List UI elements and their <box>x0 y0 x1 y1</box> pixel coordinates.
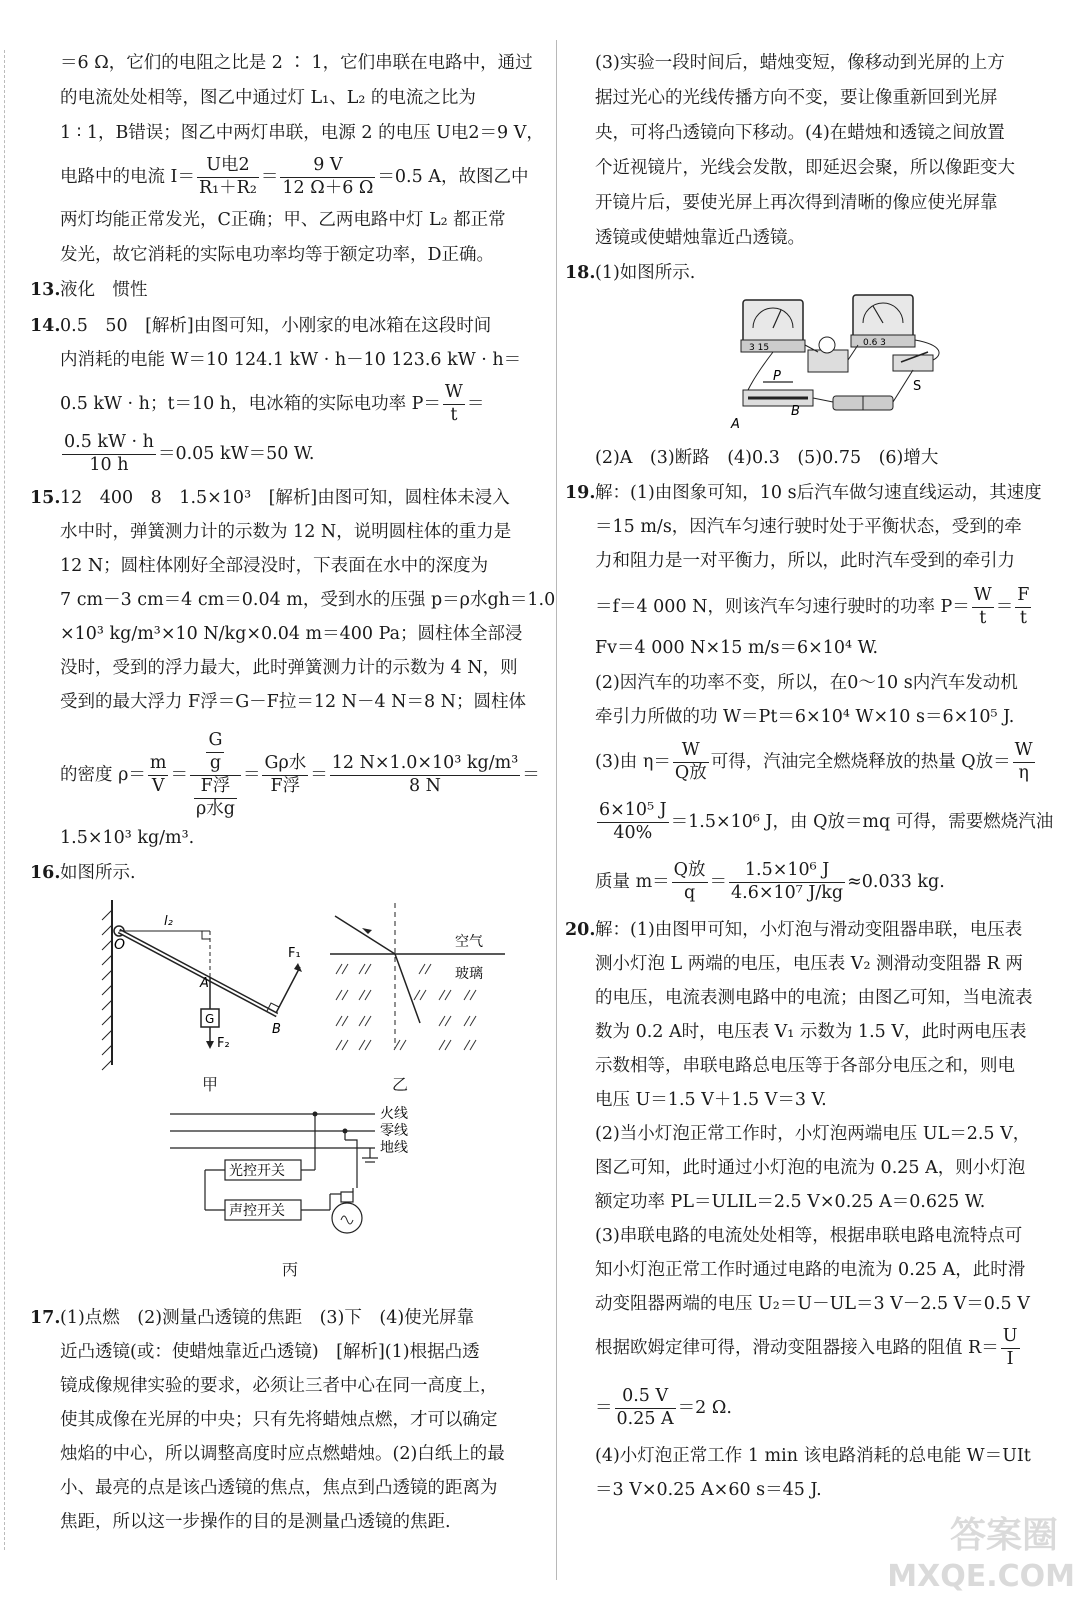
meter1-label: 3 15 <box>749 343 770 353</box>
power-equation: 0.5 kW · h；t＝10 h，电冰箱的实际电功率 P＝ $\frac{W}{t}$ ＝ <box>60 382 485 425</box>
text-line: ＝6 Ω，它们的电阻之比是 2 ∶ 1，它们串联在电路中，通过 <box>60 53 533 73</box>
text-line: 镜成像规律实验的要求，必须让三者中心在同一高度上， <box>60 1376 498 1396</box>
figure-caption-yi: 乙 <box>392 1075 409 1094</box>
lever-b-label: B <box>272 1022 281 1037</box>
watermark-url: MXQE.COM <box>887 1559 1075 1594</box>
text-line: 牵引力所做的功 W＝Pt＝6×10⁴ W×10 s＝6×10⁵ J. <box>595 707 1015 727</box>
text-line: 动变阻器两端的电压 U₂＝U－UL＝3 V－2.5 V＝0.5 V <box>595 1294 1030 1314</box>
question-number: 13. <box>30 280 61 300</box>
text-line: 图乙可知，此时通过小灯泡的电流为 0.25 A，则小灯泡 <box>595 1158 1026 1178</box>
glass-label: 玻璃 <box>455 966 483 982</box>
text-line: 示数相等，串联电路总电压等于各部分电压之和，则电 <box>595 1056 1015 1076</box>
resistance-result: ＝ $\frac{0.5 V}{0.25 A}$ ＝2 Ω. <box>595 1386 732 1429</box>
text-line: 受到的最大浮力 F浮＝G－F拉＝12 N－4 N＝8 N；圆柱体 <box>60 692 526 712</box>
question-number: 20. <box>565 920 596 940</box>
sound-switch-label: 声控开关 <box>229 1203 285 1219</box>
text-line: 没时，受到的浮力最大，此时弹簧测力计的示数为 4 N，则 <box>60 658 518 678</box>
text-line: 透镜或使蜡烛靠近凸透镜。 <box>595 228 805 248</box>
text-line: 的电流处处相等，图乙中通过灯 L₁、L₂ 的电流之比为 <box>60 88 476 108</box>
text-line: 个近视镜片，光线会发散，即延迟会聚，所以像距变大 <box>595 158 1015 178</box>
lever-f1-label: F₁ <box>288 946 301 961</box>
text-line: 1.5×10³ kg/m³. <box>60 828 195 848</box>
experiment-apparatus-figure <box>723 290 973 440</box>
meter2-label: 0.6 3 <box>863 338 886 348</box>
text-line: 小、最亮的点是该凸透镜的焦点，焦点到凸透镜的距离为 <box>60 1478 498 1498</box>
text-line: (3)实验一段时间后，蜡烛变短，像移动到光屏的上方 <box>595 53 1005 73</box>
text-line: (2)当小灯泡正常工作时，小灯泡两端电压 UL＝2.5 V， <box>595 1124 1031 1144</box>
text-line: 烛焰的中心，所以调整高度时应点燃蜡烛。(2)白纸上的最 <box>60 1444 505 1464</box>
text-line: 1 ∶ 1，B错误；图乙中两灯串联，电源 2 的电压 U电2＝9 V， <box>60 123 544 143</box>
ohm-equation: 根据欧姆定律可得，滑动变阻器接入电路的阻值 R＝ $\frac{U}{I}$ <box>595 1326 1018 1369</box>
text-line: 如图所示. <box>60 863 136 883</box>
text-line: 焦距，所以这一步操作的目的是测量凸透镜的焦距. <box>60 1512 451 1532</box>
light-switch-label: 光控开关 <box>229 1163 285 1179</box>
text-line: 数为 0.2 A时，电压表 V₁ 示数为 1.5 V，此时两电压表 <box>595 1022 1027 1042</box>
text-line: (1)点燃 (2)测量凸透镜的焦距 (3)下 (4)使光屏靠 <box>60 1308 475 1328</box>
text-line: 央，可将凸透镜向下移动。(4)在蜡烛和透镜之间放置 <box>595 123 1005 143</box>
text-line: ＝15 m/s，因汽车匀速行驶时处于平衡状态，受到的牵 <box>595 517 1022 537</box>
text-line: 测小灯泡 L 两端的电压，电压表 V₂ 测滑动变阻器 R 两 <box>595 954 1023 974</box>
neutral-wire-label: 零线 <box>380 1123 408 1139</box>
text-line: (2)A (3)断路 (4)0.3 (5)0.75 (6)增大 <box>595 448 939 468</box>
text-line: 的电压，电流表测电路中的电流；由图乙可知，当电流表 <box>595 988 1033 1008</box>
figure-caption-jia: 甲 <box>202 1075 219 1094</box>
text-line: 12 N；圆柱体刚好全部浸没时，下表面在水中的深度为 <box>60 556 489 576</box>
text-line: ×10³ kg/m³×10 N/kg×0.04 m＝400 Pa；圆柱体全部浸 <box>60 624 523 644</box>
heat-equation: $\frac{\text{6×10⁵ J}}{40\%}$ ＝1.5×10⁶ J，由 Q放＝mq 可得，需要燃烧汽油 <box>599 800 1054 843</box>
switch-s-label: S <box>913 379 922 394</box>
question-number: 19. <box>565 483 596 503</box>
live-wire-label: 火线 <box>380 1106 408 1122</box>
lever-l2-label: l₂ <box>164 914 173 929</box>
switch-circuit-figure <box>165 1100 445 1250</box>
air-label: 空气 <box>455 934 483 950</box>
question-number: 17. <box>30 1308 61 1328</box>
text-line: ＝3 V×0.25 A×60 s＝45 J. <box>595 1480 822 1500</box>
text-line: 12 400 8 1.5×10³ [解析]由图可知，圆柱体未浸入 <box>60 488 510 508</box>
answer-13: 液化 惯性 <box>60 280 148 300</box>
text-line: Fv＝4 000 N×15 m/s＝6×10⁴ W. <box>595 638 879 658</box>
text-line: (3)串联电路的电流处处相等，根据串联电路电流特点可 <box>595 1226 1023 1246</box>
mass-equation: 质量 m＝ $\frac{\text{Q放}}{q}$ ＝ $\frac{\text{1.5×10⁶ J}}{\text{4.6×10⁷ J/kg}}$ ≈0.033 kg. <box>595 860 945 903</box>
text-line: 发光，故它消耗的实际电功率均等于额定功率，D正确。 <box>60 245 495 265</box>
text-line: 据过光心的光线传播方向不变，要让像重新回到光屏 <box>595 88 998 108</box>
lever-f2-label: F₂ <box>217 1036 230 1051</box>
watermark-logo <box>887 1510 1083 1600</box>
question-number: 16. <box>30 863 61 883</box>
text-line: 使其成像在光屏的中央；只有先将蜡烛点燃，才可以确定 <box>60 1410 498 1430</box>
text-line: 额定功率 PL＝ULIL＝2.5 V×0.25 A＝0.625 W. <box>595 1192 986 1212</box>
refraction-figure <box>320 898 510 1058</box>
efficiency-equation: (3)由 η＝ $\frac{W}{\text{Q放}}$ 可得，汽油完全燃烧释放的热量 Q放＝ $\frac{W}{\eta}$ <box>595 740 1033 783</box>
question-number: 14. <box>30 316 61 336</box>
text-line: 解：(1)由图象可知，10 s后汽车做匀速直线运动，其速度 <box>595 483 1042 503</box>
earth-wire-label: 地线 <box>380 1140 408 1156</box>
lever-a-label: A <box>200 976 209 991</box>
lever-figure <box>92 895 302 1075</box>
text-line: 知小灯泡正常工作时通过电路的电流为 0.25 A，此时滑 <box>595 1260 1026 1280</box>
lever-o-label: O <box>114 937 126 953</box>
text-line: 电压 U＝1.5 V＋1.5 V＝3 V. <box>595 1090 827 1110</box>
density-equation: 的密度 ρ＝ $\frac{m}{V}$ ＝ $\frac{\frac{G}{g}}{\frac{\text{F浮}}{\text{ρ水g}}}$ ＝ $\frac{\text{Gρ水}}{\text{F浮}}$ ＝ $\frac{\text{12 N×1.0×10³ kg/m³}}{8 N}$ ＝ <box>60 730 540 819</box>
figure-caption-bing: 丙 <box>282 1260 299 1279</box>
question-number: 18. <box>565 263 596 283</box>
text-line: 两灯均能正常发光，C正确；甲、乙两电路中灯 L₂ 都正常 <box>60 210 506 230</box>
rheostat-b-label: B <box>791 404 800 419</box>
left-margin-dash <box>4 50 5 1550</box>
text-line: 力和阻力是一对平衡力，所以，此时汽车受到的牵引力 <box>595 551 1015 571</box>
text-line: 7 cm－3 cm＝4 cm＝0.04 m，受到水的压强 p＝ρ水gh＝1.0 <box>60 590 556 610</box>
text-line: 0.5 50 [解析]由图可知，小刚家的电冰箱在这段时间 <box>60 316 492 336</box>
current-equation: 电路中的电流 I＝ $\frac{\text{U电2}}{\text{R₁＋R₂}}$ ＝ $\frac{9 V}{12 \Omega+6 \Omega}$ ＝0.5 A，故图乙中 <box>60 155 529 198</box>
text-line: 水中时，弹簧测力计的示数为 12 N，说明圆柱体的重力是 <box>60 522 512 542</box>
text-line: 解：(1)由图甲可知，小灯泡与滑动变阻器串联，电压表 <box>595 920 1023 940</box>
text-line: (2)因汽车的功率不变，所以，在0～10 s内汽车发动机 <box>595 673 1018 693</box>
rheostat-a-label: A <box>731 417 740 432</box>
text-line: 内消耗的电能 W＝10 124.1 kW · h－10 123.6 kW · h＝ <box>60 350 522 370</box>
watermark-text: 答案圈 <box>949 1515 1058 1556</box>
rheostat-p-label: P <box>773 369 781 384</box>
column-divider <box>556 40 557 1580</box>
power-result: $\frac{0.5 kW \cdot h}{10 h}$ ＝0.05 kW＝50 W. <box>64 432 315 475</box>
text-line: (1)如图所示. <box>595 263 696 283</box>
text-line: (4)小灯泡正常工作 1 min 该电路消耗的总电能 W＝UIt <box>595 1446 1031 1466</box>
text-line: 开镜片后，要使光屏上再次得到清晰的像应使光屏靠 <box>595 193 998 213</box>
car-power-equation: ＝f＝4 000 N，则该汽车匀速行驶时的功率 P＝ $\frac{W}{t}$ ＝ $\frac{F}{t}$ <box>595 585 1030 628</box>
text-line: 近凸透镜(或：使蜡烛靠近凸透镜) [解析](1)根据凸透 <box>60 1342 480 1362</box>
question-number: 15. <box>30 488 61 508</box>
lever-g-label: G <box>205 1012 215 1026</box>
